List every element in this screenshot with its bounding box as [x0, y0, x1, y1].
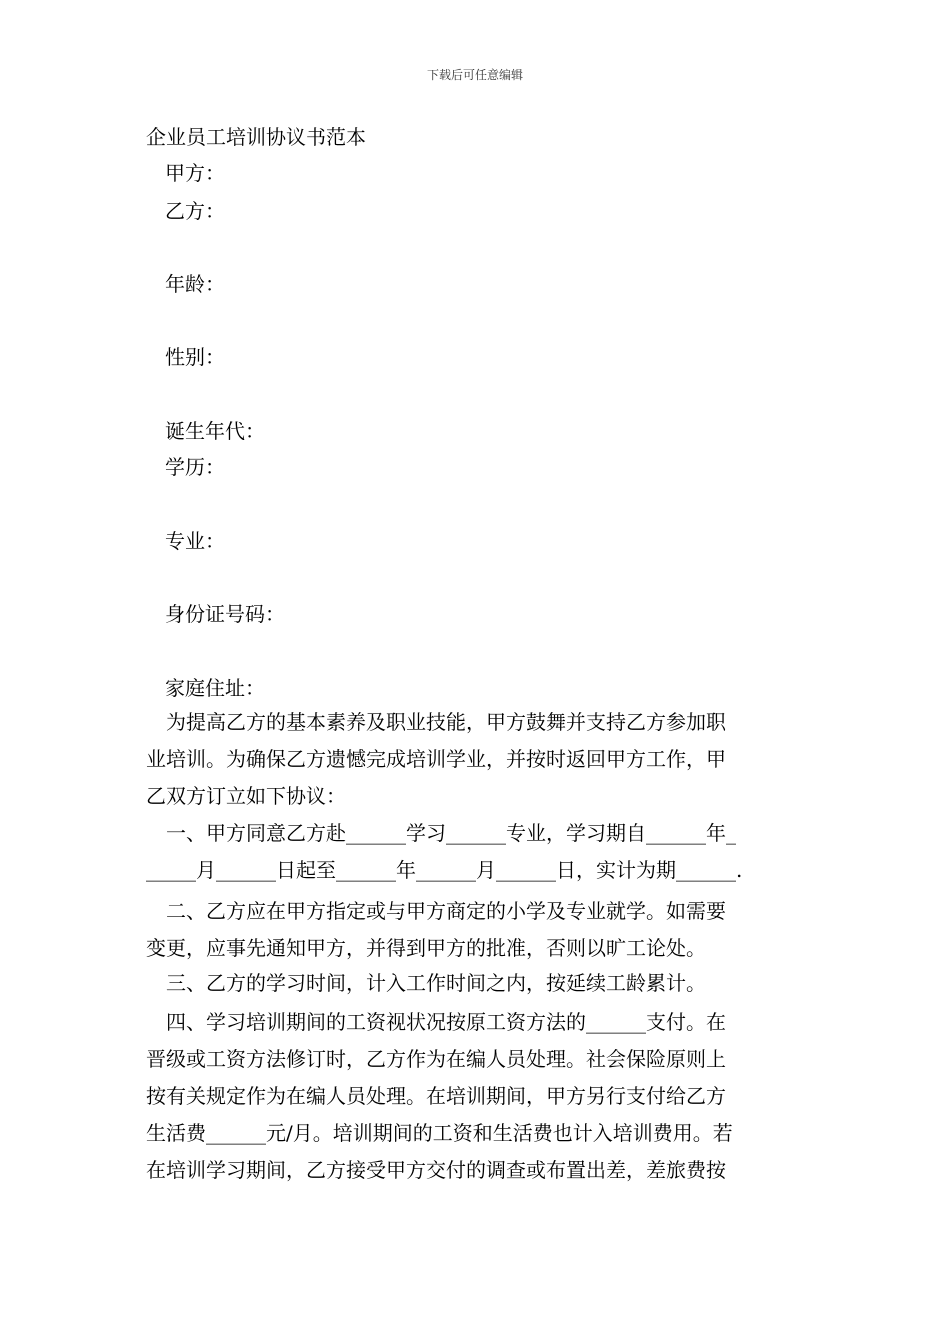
- document-title: 企业员工培训协议书范本: [146, 125, 366, 149]
- clause-3-paragraph: [146, 965, 806, 1002]
- field-home-address: 家庭住址：: [165, 676, 265, 700]
- intro-line: 为提高乙方的基本素养及职业技能，甲方鼓舞并支持乙方参加职: [166, 710, 726, 734]
- intro-line: 乙双方订立如下协议：: [146, 784, 346, 808]
- field-birth-date: 诞生年代：: [165, 419, 265, 443]
- header-note: 下载后可任意编辑: [426, 68, 523, 82]
- intro-paragraph: [146, 704, 806, 815]
- clause-line: 生活费______元/月。培训期间的工资和生活费也计入培训费用。若: [146, 1121, 733, 1145]
- field-party-a: 甲方：: [165, 161, 225, 185]
- clause-line: 晋级或工资方法修订时，乙方作为在编人员处理。社会保险原则上: [146, 1047, 726, 1071]
- clause-line: 三、乙方的学习时间，计入工作时间之内，按延续工龄累计。: [166, 971, 706, 995]
- clause-line: 二、乙方应在甲方指定或与甲方商定的小学及专业就学。如需要: [166, 899, 726, 923]
- field-age: 年龄：: [165, 272, 225, 296]
- clause-line: 变更，应事先通知甲方，并得到甲方的批准，否则以旷工论处。: [146, 936, 706, 960]
- clause-2-paragraph: [146, 893, 806, 967]
- field-id-number: 身份证号码：: [165, 602, 285, 626]
- clause-line: 按有关规定作为在编人员处理。在培训期间，甲方另行支付给乙方: [146, 1084, 726, 1108]
- clause-4-paragraph: [146, 1004, 806, 1189]
- intro-line: 业培训。为确保乙方遗憾完成培训学业，并按时返回甲方工作，甲: [146, 747, 726, 771]
- clause-line: 在培训学习期间，乙方接受甲方交付的调查或布置出差，差旅费按: [146, 1158, 726, 1182]
- clause-line: _____月______日起至______年______月______日，实计为期______.: [146, 858, 743, 882]
- field-party-b: 乙方：: [165, 199, 225, 223]
- field-gender: 性别：: [165, 345, 225, 369]
- field-education: 学历：: [165, 455, 225, 479]
- clause-1-paragraph: [146, 815, 806, 889]
- clause-line: 四、学习培训期间的工资视状况按原工资方法的______支付。在: [166, 1010, 726, 1034]
- clause-line: 一、甲方同意乙方赴______学习______专业，学习期自______年_: [166, 821, 736, 845]
- field-major: 专业：: [165, 529, 225, 553]
